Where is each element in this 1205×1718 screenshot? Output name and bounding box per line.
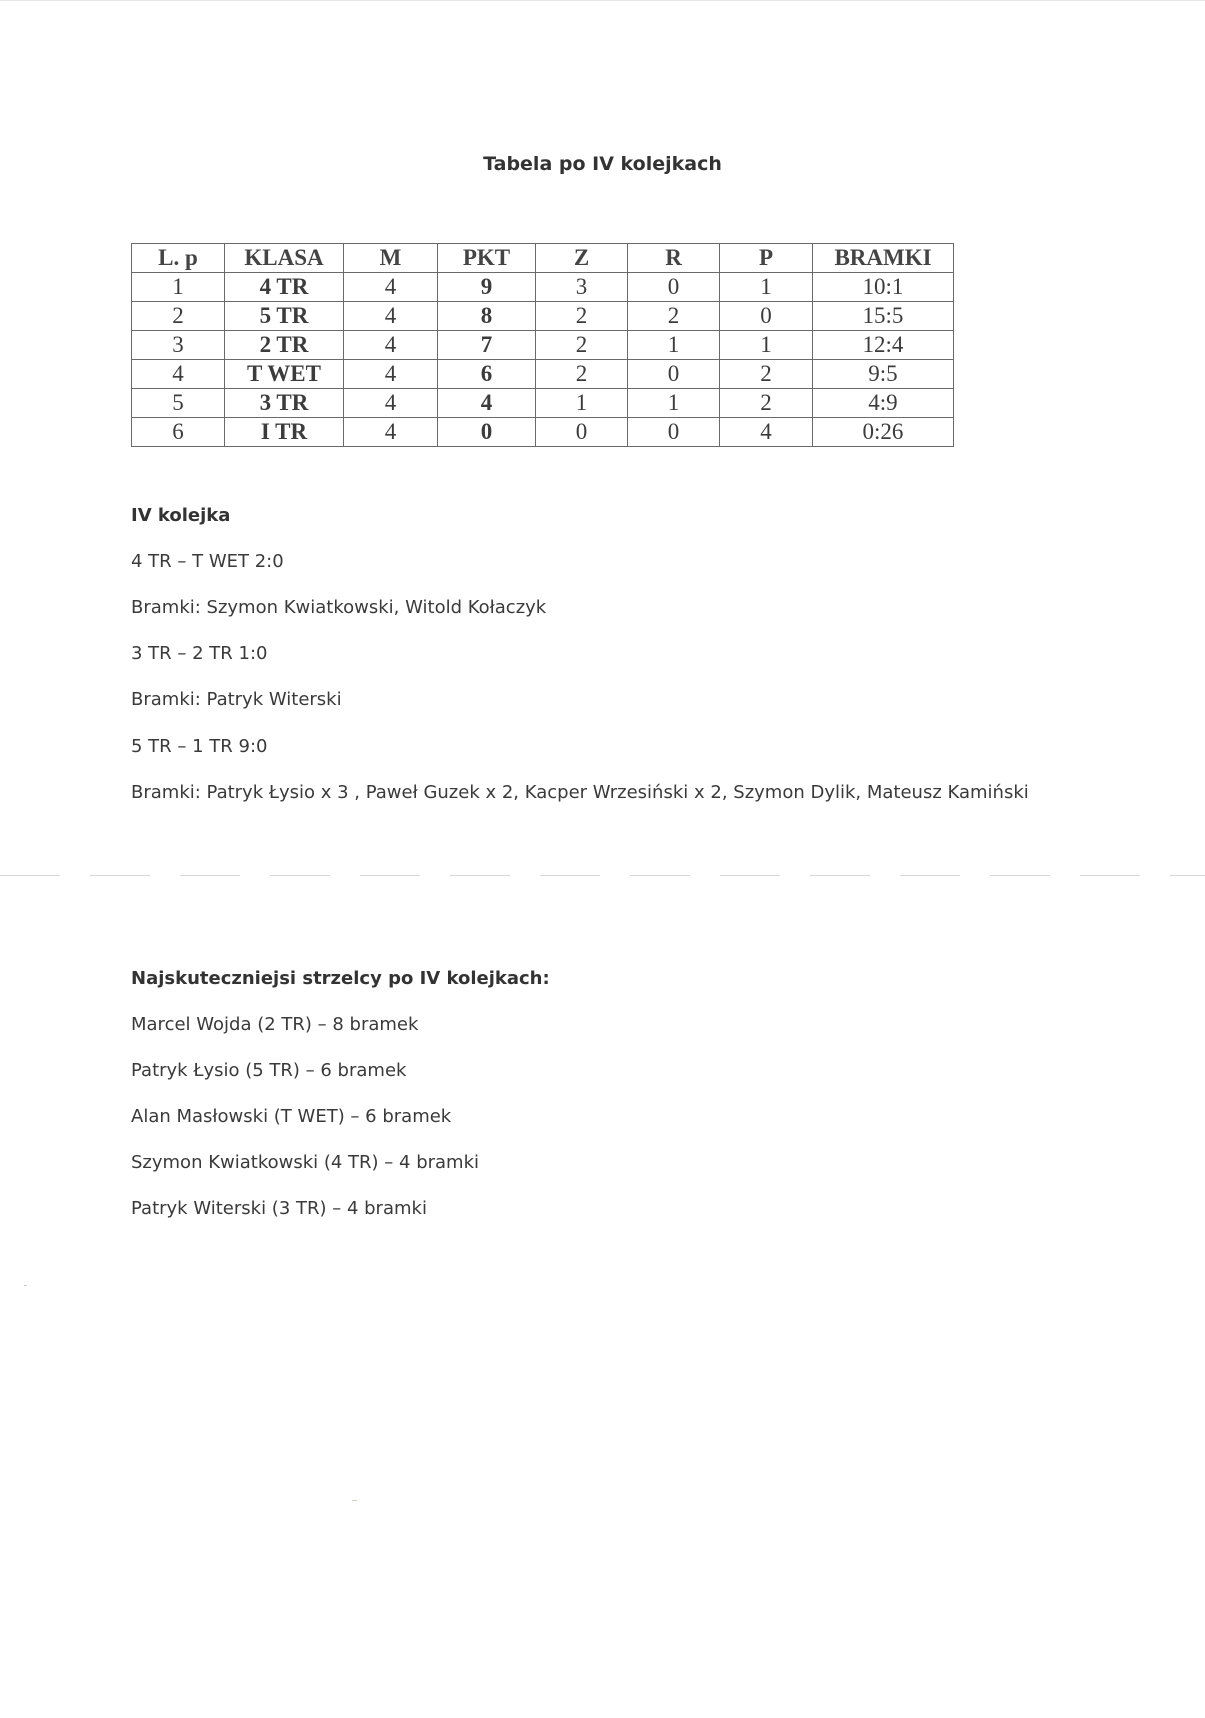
cell-r: 1 bbox=[628, 331, 720, 360]
round-heading: IV kolejka bbox=[131, 505, 231, 526]
cell-lp: 4 bbox=[132, 360, 225, 389]
cell-z: 3 bbox=[536, 273, 628, 302]
cell-bramki: 12:4 bbox=[813, 331, 954, 360]
cell-klasa: T WET bbox=[225, 360, 344, 389]
cell-z: 1 bbox=[536, 389, 628, 418]
cell-m: 4 bbox=[344, 389, 438, 418]
cell-z: 2 bbox=[536, 302, 628, 331]
top-scorer-item: Marcel Wojda (2 TR) – 8 bramek bbox=[131, 1014, 419, 1035]
match-result: 4 TR – T WET 2:0 bbox=[131, 551, 284, 572]
header-p: P bbox=[720, 244, 813, 273]
cell-p: 1 bbox=[720, 273, 813, 302]
table-row bbox=[132, 273, 954, 302]
top-scorers-heading: Najskuteczniejsi strzelcy po IV kolejkach: bbox=[131, 968, 550, 989]
cell-pkt: 4 bbox=[438, 389, 536, 418]
cell-lp: 2 bbox=[132, 302, 225, 331]
cell-klasa: I TR bbox=[225, 418, 344, 447]
cell-lp: 1 bbox=[132, 273, 225, 302]
cell-pkt: 7 bbox=[438, 331, 536, 360]
cell-klasa: 2 TR bbox=[225, 331, 344, 360]
cell-lp: 3 bbox=[132, 331, 225, 360]
cell-pkt: 0 bbox=[438, 418, 536, 447]
cell-r: 0 bbox=[628, 418, 720, 447]
match-scorers: Bramki: Patryk Witerski bbox=[131, 689, 342, 710]
cell-p: 1 bbox=[720, 331, 813, 360]
cell-bramki: 15:5 bbox=[813, 302, 954, 331]
cell-klasa: 3 TR bbox=[225, 389, 344, 418]
top-scorer-item: Alan Masłowski (T WET) – 6 bramek bbox=[131, 1106, 452, 1127]
cell-lp: 5 bbox=[132, 389, 225, 418]
cell-bramki: 0:26 bbox=[813, 418, 954, 447]
scan-speck bbox=[352, 1500, 357, 1501]
paper-fold-line bbox=[0, 875, 1205, 876]
cell-bramki: 4:9 bbox=[813, 389, 954, 418]
cell-z: 0 bbox=[536, 418, 628, 447]
cell-pkt: 6 bbox=[438, 360, 536, 389]
table-header-row bbox=[132, 244, 954, 273]
cell-p: 0 bbox=[720, 302, 813, 331]
cell-r: 2 bbox=[628, 302, 720, 331]
table-row bbox=[132, 418, 954, 447]
cell-m: 4 bbox=[344, 273, 438, 302]
scan-edge bbox=[0, 0, 1205, 1]
header-m: M bbox=[344, 244, 438, 273]
header-pkt: PKT bbox=[438, 244, 536, 273]
match-result: 5 TR – 1 TR 9:0 bbox=[131, 736, 268, 757]
table-row bbox=[132, 360, 954, 389]
header-z: Z bbox=[536, 244, 628, 273]
cell-p: 4 bbox=[720, 418, 813, 447]
cell-r: 0 bbox=[628, 360, 720, 389]
page-title: Tabela po IV kolejkach bbox=[483, 153, 722, 175]
top-scorer-item: Patryk Łysio (5 TR) – 6 bramek bbox=[131, 1060, 407, 1081]
table-row bbox=[132, 389, 954, 418]
header-lp: L. p bbox=[132, 244, 225, 273]
cell-klasa: 5 TR bbox=[225, 302, 344, 331]
match-result: 3 TR – 2 TR 1:0 bbox=[131, 643, 268, 664]
cell-r: 0 bbox=[628, 273, 720, 302]
cell-bramki: 10:1 bbox=[813, 273, 954, 302]
table-row bbox=[132, 331, 954, 360]
cell-m: 4 bbox=[344, 418, 438, 447]
top-scorer-item: Szymon Kwiatkowski (4 TR) – 4 bramki bbox=[131, 1152, 480, 1173]
cell-m: 4 bbox=[344, 302, 438, 331]
header-r: R bbox=[628, 244, 720, 273]
standings-table bbox=[131, 243, 954, 447]
cell-m: 4 bbox=[344, 331, 438, 360]
match-scorers: Bramki: Szymon Kwiatkowski, Witold Kołaczyk bbox=[131, 597, 547, 618]
cell-r: 1 bbox=[628, 389, 720, 418]
cell-pkt: 9 bbox=[438, 273, 536, 302]
cell-z: 2 bbox=[536, 331, 628, 360]
match-scorers: Bramki: Patryk Łysio x 3 , Paweł Guzek x 2, Kacper Wrzesiński x 2, Szymon Dylik, Mateusz Kamiński bbox=[131, 782, 1029, 803]
cell-m: 4 bbox=[344, 360, 438, 389]
cell-klasa: 4 TR bbox=[225, 273, 344, 302]
header-bramki: BRAMKI bbox=[813, 244, 954, 273]
cell-lp: 6 bbox=[132, 418, 225, 447]
cell-p: 2 bbox=[720, 389, 813, 418]
top-scorer-item: Patryk Witerski (3 TR) – 4 bramki bbox=[131, 1198, 427, 1219]
table-row bbox=[132, 302, 954, 331]
cell-bramki: 9:5 bbox=[813, 360, 954, 389]
cell-pkt: 8 bbox=[438, 302, 536, 331]
scan-speck bbox=[24, 1285, 27, 1286]
cell-z: 2 bbox=[536, 360, 628, 389]
cell-p: 2 bbox=[720, 360, 813, 389]
header-klasa: KLASA bbox=[225, 244, 344, 273]
